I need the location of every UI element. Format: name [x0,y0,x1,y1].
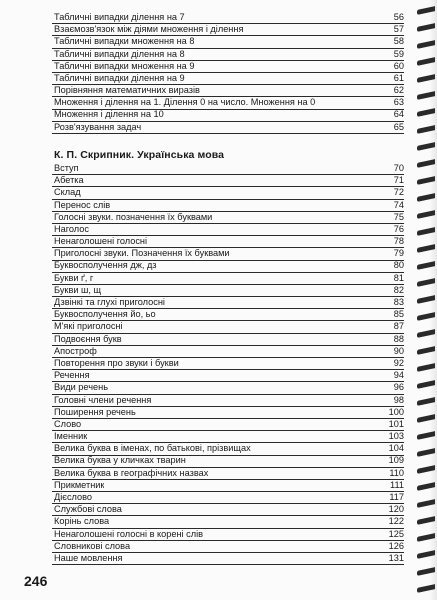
toc-page: 58 [393,36,404,47]
binding-coil [417,244,435,253]
toc-page: 63 [393,97,404,108]
toc-page: 83 [393,297,404,308]
binding-coil [417,499,435,508]
binding-coil [417,363,435,372]
toc-title: Розв'язування задач [54,121,142,132]
toc-row[interactable] [52,309,404,321]
toc-page: 72 [393,187,404,198]
toc-row[interactable] [52,73,404,85]
toc-page: 81 [393,272,404,283]
binding-coil [417,57,435,66]
binding-coil [417,431,435,440]
toc-title: Буквосполучення дж, дз [54,260,157,271]
toc-row[interactable] [52,419,404,431]
toc-row[interactable] [52,236,404,248]
binding-coil [417,312,435,321]
toc-title: Множення і ділення на 1. Ділення 0 на число. Множення на 0 [54,97,316,108]
toc-row[interactable] [52,370,404,382]
binding-coil [417,346,435,355]
binding-coil [417,74,435,83]
toc-page: 117 [389,492,404,503]
binding-coil [417,380,435,389]
toc-row[interactable] [52,200,404,212]
toc-title: Множення і ділення на 10 [54,109,164,120]
toc-row[interactable] [52,187,404,199]
toc-page: 110 [389,467,404,478]
toc-title: Порівняння математичних виразів [54,85,200,96]
toc-ukrainian-section [52,163,404,565]
toc-page: 103 [388,431,404,442]
toc-row[interactable] [52,492,404,504]
binding-coil [417,329,435,338]
binding-coil [417,567,435,576]
section-heading: К. П. Скрипник. Українська мова [54,149,225,161]
binding-coil [417,159,435,168]
binding-coil [417,176,435,185]
toc-title: Наголос [54,223,89,234]
toc-page: 122 [388,516,404,527]
toc-title: Склад [54,187,81,198]
toc-title: Дзвінкі та глухі приголосні [54,297,165,308]
toc-title: Словникові слова [54,540,131,551]
toc-title: Табличні випадки множення на 9 [54,60,195,71]
toc-row[interactable] [52,212,404,224]
toc-title: Повторення про звуки і букви [54,357,179,368]
toc-title: Велика буква в географічних назвах [54,467,209,478]
toc-row[interactable] [52,261,404,273]
toc-page: 65 [393,121,404,132]
toc-row[interactable] [52,97,404,109]
binding-coil [417,533,435,542]
toc-page: 85 [393,309,404,320]
toc-page: 111 [390,479,404,490]
toc-row[interactable] [52,346,404,358]
toc-row[interactable] [52,49,404,61]
toc-row[interactable] [52,468,404,480]
toc-title: Абетка [54,175,84,186]
toc-page: 109 [388,455,404,466]
toc-title: Види речень [54,382,108,393]
toc-title: Дієслово [54,492,93,503]
toc-page: 56 [393,11,404,22]
toc-title: Апостроф [54,345,97,356]
toc-page: 60 [393,60,404,71]
toc-title: Ненаголошені голосні в корені слів [54,528,204,539]
toc-page: 62 [393,85,404,96]
toc-page: 79 [393,248,404,259]
toc-title: Букви ш, щ [54,284,102,295]
toc-page: 87 [393,321,404,332]
toc-title: Ненаголошені голосні [54,236,148,247]
toc-page: 90 [393,345,404,356]
binding-coil [417,448,435,457]
binding-coil [417,91,435,100]
toc-title: Перенос слів [54,199,111,210]
toc-page: 57 [393,24,404,35]
toc-title: М'які приголосні [54,321,123,332]
toc-page: 131 [388,552,404,563]
toc-page: 82 [393,284,404,295]
toc-page: 120 [388,504,404,515]
toc-row[interactable] [52,175,404,187]
toc-row[interactable] [52,248,404,260]
toc-page: 96 [393,382,404,393]
toc-title: Поширення речень [54,406,136,417]
page-number: 246 [24,573,48,589]
toc-row[interactable] [52,321,404,333]
toc-page: 70 [393,162,404,173]
toc-row[interactable] [52,61,404,73]
binding-coil [417,584,435,593]
toc-row[interactable] [52,334,404,346]
toc-title: Табличні випадки ділення на 7 [54,11,185,22]
toc-title: Велика буква у кличках тварин [54,455,186,466]
toc-page: 125 [388,528,404,539]
binding-coil [417,227,435,236]
toc-page: 75 [393,211,404,222]
toc-title: Подвоєння букв [54,333,122,344]
toc-row[interactable] [52,456,404,468]
toc-row[interactable] [52,224,404,236]
toc-row[interactable] [52,163,404,175]
toc-title: Головні члени речення [54,394,152,405]
binding-coil [417,210,435,219]
binding-coil [417,516,435,525]
binding-coil [417,414,435,423]
toc-title: Речення [54,370,90,381]
toc-title: Букви ґ, г [54,272,94,283]
toc-row[interactable] [52,273,404,285]
toc-title: Велика буква в іменах, по батькові, прізвищах [54,443,251,454]
binding-coil [417,193,435,202]
toc-row[interactable] [52,110,404,122]
binding-coil [417,108,435,117]
toc-row[interactable] [52,24,404,36]
toc-title: Взаємозв'язок між діями множення і ділення [54,24,244,35]
binding-coil [417,482,435,491]
toc-math-section [52,12,404,134]
toc-page: 80 [393,260,404,271]
toc-row[interactable] [52,36,404,48]
toc-row[interactable] [52,504,404,516]
toc-row[interactable] [52,516,404,528]
toc-row[interactable] [52,285,404,297]
toc-row[interactable] [52,541,404,553]
binding-coil [417,261,435,270]
toc-title: Наше мовлення [54,552,123,563]
toc-page: 71 [393,175,404,186]
toc-row[interactable] [52,85,404,97]
binding-coil [417,465,435,474]
toc-title: Приголосні звуки. Позначення їх буквами [54,248,230,259]
binding-coil [417,40,435,49]
toc-row[interactable] [52,443,404,455]
toc-page: 74 [393,199,404,210]
toc-page: 88 [393,333,404,344]
binding-coil [417,142,435,151]
toc-title: Корінь слова [54,516,110,527]
binding-coil [417,397,435,406]
binding-coil [417,125,435,134]
toc-page: 78 [393,236,404,247]
binding-coil [417,550,435,559]
toc-row[interactable] [52,480,404,492]
toc-page: 61 [393,72,404,83]
binding-coil [417,278,435,287]
toc-page: 126 [388,540,404,551]
toc-row[interactable] [52,12,404,24]
toc-page: 104 [388,443,404,454]
toc-row[interactable] [52,431,404,443]
toc-page: 100 [388,406,404,417]
toc-row[interactable] [52,553,404,565]
toc-title: Службові слова [54,504,122,515]
toc-title: Прикметник [54,479,105,490]
toc-row[interactable] [52,358,404,370]
toc-row[interactable] [52,122,404,134]
toc-title: Буквосполучення йо, ьо [54,309,156,320]
toc-title: Вступ [54,162,79,173]
binding-coil [417,295,435,304]
toc-page: 92 [393,357,404,368]
toc-title: Табличні випадки множення на 8 [54,36,195,47]
toc-title: Табличні випадки ділення на 8 [54,48,185,59]
toc-page: 94 [393,370,404,381]
toc-title: Іменник [54,431,88,442]
toc-row[interactable] [52,407,404,419]
toc-page: 101 [388,418,404,429]
toc-title: Табличні випадки ділення на 9 [54,72,185,83]
toc-row[interactable] [52,529,404,541]
spiral-binding [411,8,437,598]
toc-title: Голосні звуки. позначення їх буквами [54,211,213,222]
toc-row[interactable] [52,297,404,309]
binding-coil [417,23,435,32]
toc-page: 76 [393,223,404,234]
toc-page: 59 [393,48,404,59]
toc-title: Слово [54,418,82,429]
toc-row[interactable] [52,382,404,394]
binding-coil [417,6,435,15]
toc-page: 98 [393,394,404,405]
toc-page: 64 [393,109,404,120]
toc-row[interactable] [52,395,404,407]
